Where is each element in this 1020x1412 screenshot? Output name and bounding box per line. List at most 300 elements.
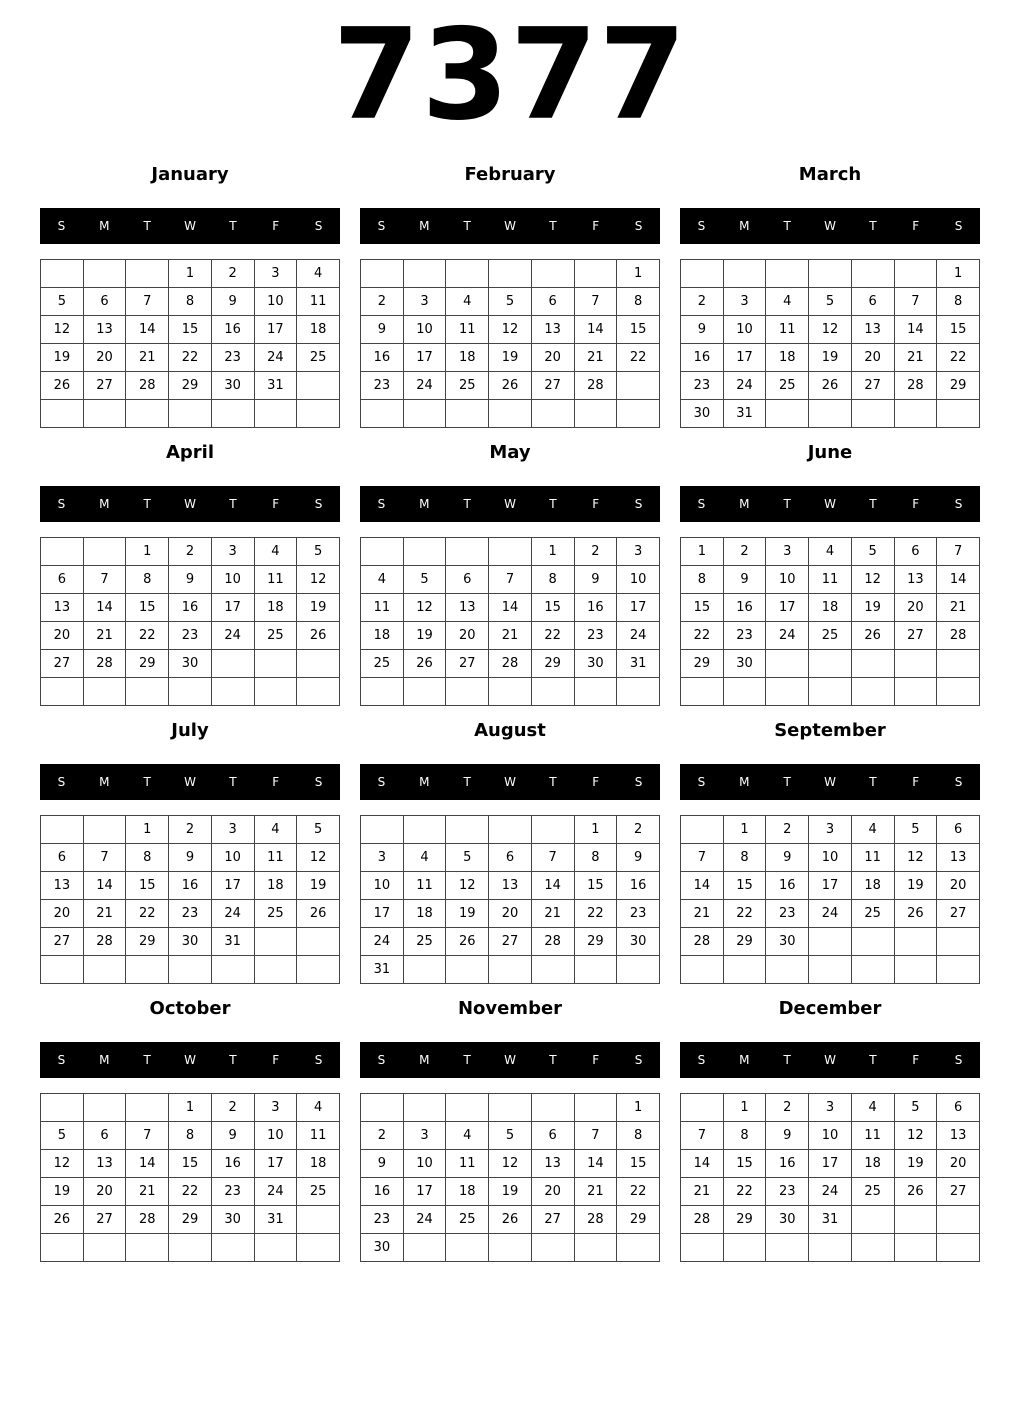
day-cell: 3 xyxy=(617,538,660,566)
day-cell: 2 xyxy=(211,1094,254,1122)
day-cell: 1 xyxy=(723,816,766,844)
day-cell: 8 xyxy=(169,288,212,316)
day-cell xyxy=(297,650,340,678)
day-cell: 19 xyxy=(489,344,532,372)
day-cell: 13 xyxy=(446,594,489,622)
day-cell xyxy=(617,400,660,428)
day-cell: 16 xyxy=(169,872,212,900)
week-row xyxy=(41,1150,340,1178)
day-cell: 4 xyxy=(851,1094,894,1122)
day-cell: 13 xyxy=(894,566,937,594)
day-cell: 29 xyxy=(723,928,766,956)
day-cell: 16 xyxy=(766,1150,809,1178)
day-cell: 24 xyxy=(211,622,254,650)
day-cell: 26 xyxy=(489,1206,532,1234)
day-cell: 18 xyxy=(254,594,297,622)
day-cell: 3 xyxy=(254,1094,297,1122)
day-cell: 18 xyxy=(254,872,297,900)
day-cell xyxy=(254,400,297,428)
day-cell xyxy=(851,400,894,428)
day-cell xyxy=(531,260,574,288)
week-row xyxy=(681,872,980,900)
day-cell: 22 xyxy=(723,1178,766,1206)
weekday-header: W xyxy=(184,497,196,511)
week-row xyxy=(41,594,340,622)
day-cell: 1 xyxy=(617,1094,660,1122)
day-cell: 15 xyxy=(723,872,766,900)
day-cell: 1 xyxy=(617,260,660,288)
week-row xyxy=(41,928,340,956)
day-cell: 2 xyxy=(766,1094,809,1122)
day-cell xyxy=(574,678,617,706)
day-cell xyxy=(41,400,84,428)
week-row xyxy=(361,316,660,344)
day-cell: 7 xyxy=(83,566,126,594)
day-cell xyxy=(489,678,532,706)
day-cell xyxy=(83,1094,126,1122)
day-cell: 16 xyxy=(617,872,660,900)
week-row xyxy=(41,344,340,372)
weekday-header: F xyxy=(272,497,280,511)
week-row xyxy=(41,956,340,984)
day-cell: 30 xyxy=(211,372,254,400)
day-cell: 10 xyxy=(403,1150,446,1178)
day-cell xyxy=(681,956,724,984)
day-cell: 27 xyxy=(937,900,980,928)
day-cell: 25 xyxy=(446,372,489,400)
week-row xyxy=(361,650,660,678)
day-cell xyxy=(446,956,489,984)
day-cell xyxy=(681,260,724,288)
day-cell: 25 xyxy=(403,928,446,956)
day-cell xyxy=(937,1234,980,1262)
day-cell xyxy=(489,816,532,844)
days-grid xyxy=(360,1093,660,1262)
day-cell: 22 xyxy=(723,900,766,928)
day-cell: 13 xyxy=(851,316,894,344)
weekday-header: S xyxy=(377,219,386,233)
day-cell: 11 xyxy=(446,1150,489,1178)
day-cell: 7 xyxy=(894,288,937,316)
day-cell: 6 xyxy=(41,566,84,594)
weekday-header-bar xyxy=(40,208,340,244)
weekday-header: S xyxy=(634,775,643,789)
week-row xyxy=(361,1094,660,1122)
day-cell: 12 xyxy=(489,1150,532,1178)
day-cell: 4 xyxy=(809,538,852,566)
week-row xyxy=(41,872,340,900)
week-row xyxy=(361,288,660,316)
days-grid xyxy=(680,537,980,706)
weekday-header-bar xyxy=(360,1042,660,1078)
day-cell: 2 xyxy=(681,288,724,316)
day-cell: 21 xyxy=(83,900,126,928)
day-cell: 20 xyxy=(489,900,532,928)
week-row xyxy=(361,900,660,928)
day-cell: 26 xyxy=(297,900,340,928)
day-cell xyxy=(723,260,766,288)
weekday-header: T xyxy=(869,219,877,233)
weekday-header: M xyxy=(739,1053,750,1067)
day-cell: 14 xyxy=(681,1150,724,1178)
day-cell: 4 xyxy=(297,260,340,288)
day-cell: 20 xyxy=(531,1178,574,1206)
day-cell: 21 xyxy=(937,594,980,622)
day-cell: 9 xyxy=(574,566,617,594)
day-cell: 29 xyxy=(169,1206,212,1234)
day-cell: 2 xyxy=(766,816,809,844)
weekday-header: F xyxy=(912,1053,920,1067)
day-cell: 1 xyxy=(937,260,980,288)
year-title: 7377 xyxy=(332,1,688,148)
week-row xyxy=(361,260,660,288)
day-cell: 10 xyxy=(254,288,297,316)
month-january xyxy=(40,163,340,433)
day-cell: 17 xyxy=(254,1150,297,1178)
day-cell xyxy=(681,1234,724,1262)
day-cell: 8 xyxy=(169,1122,212,1150)
day-cell: 3 xyxy=(361,844,404,872)
week-row xyxy=(681,1150,980,1178)
weekday-header: S xyxy=(697,219,706,233)
day-cell: 25 xyxy=(851,900,894,928)
weekday-header: W xyxy=(824,775,836,789)
day-cell: 20 xyxy=(446,622,489,650)
day-cell xyxy=(41,956,84,984)
day-cell: 5 xyxy=(297,538,340,566)
day-cell: 20 xyxy=(531,344,574,372)
weekday-header: T xyxy=(549,497,557,511)
weekday-header: M xyxy=(419,775,430,789)
day-cell: 16 xyxy=(723,594,766,622)
day-cell xyxy=(446,538,489,566)
day-cell xyxy=(254,956,297,984)
day-cell: 13 xyxy=(937,1122,980,1150)
day-cell xyxy=(211,400,254,428)
day-cell xyxy=(41,816,84,844)
month-september xyxy=(680,719,980,989)
day-cell: 15 xyxy=(169,316,212,344)
weekday-header: S xyxy=(314,775,323,789)
weekday-header: S xyxy=(314,219,323,233)
day-cell: 14 xyxy=(574,1150,617,1178)
day-cell: 22 xyxy=(937,344,980,372)
day-cell xyxy=(574,1234,617,1262)
weekday-header: M xyxy=(99,219,110,233)
day-cell: 9 xyxy=(617,844,660,872)
day-cell: 9 xyxy=(361,1150,404,1178)
day-cell: 12 xyxy=(297,566,340,594)
day-cell: 15 xyxy=(681,594,724,622)
day-cell: 18 xyxy=(766,344,809,372)
day-cell xyxy=(83,400,126,428)
day-cell: 5 xyxy=(894,1094,937,1122)
day-cell: 5 xyxy=(403,566,446,594)
day-cell: 14 xyxy=(531,872,574,900)
day-cell xyxy=(211,678,254,706)
weekday-header-bar xyxy=(680,1042,980,1078)
month-title: June xyxy=(807,442,853,463)
day-cell xyxy=(489,400,532,428)
week-row xyxy=(681,316,980,344)
day-cell: 25 xyxy=(297,344,340,372)
day-cell: 5 xyxy=(489,288,532,316)
days-grid xyxy=(680,1093,980,1262)
day-cell: 26 xyxy=(41,372,84,400)
day-cell: 10 xyxy=(617,566,660,594)
day-cell: 14 xyxy=(937,566,980,594)
day-cell: 8 xyxy=(126,844,169,872)
day-cell: 2 xyxy=(361,1122,404,1150)
day-cell: 19 xyxy=(403,622,446,650)
weekday-header: S xyxy=(57,775,66,789)
day-cell: 26 xyxy=(489,372,532,400)
weekday-header-bar xyxy=(680,486,980,522)
weekday-header: M xyxy=(99,775,110,789)
weekday-header: W xyxy=(824,219,836,233)
day-cell xyxy=(851,1206,894,1234)
week-row xyxy=(361,622,660,650)
day-cell: 28 xyxy=(681,1206,724,1234)
day-cell: 15 xyxy=(617,1150,660,1178)
week-row xyxy=(361,1178,660,1206)
day-cell: 3 xyxy=(254,260,297,288)
week-row xyxy=(681,400,980,428)
day-cell: 19 xyxy=(894,872,937,900)
weekday-header: F xyxy=(272,1053,280,1067)
day-cell: 20 xyxy=(937,872,980,900)
day-cell xyxy=(361,260,404,288)
day-cell: 30 xyxy=(766,928,809,956)
day-cell xyxy=(489,956,532,984)
week-row xyxy=(41,260,340,288)
day-cell: 29 xyxy=(126,928,169,956)
day-cell: 5 xyxy=(809,288,852,316)
day-cell: 6 xyxy=(41,844,84,872)
week-row xyxy=(681,816,980,844)
day-cell: 22 xyxy=(681,622,724,650)
day-cell: 10 xyxy=(403,316,446,344)
day-cell xyxy=(211,650,254,678)
month-august xyxy=(360,719,660,989)
day-cell: 3 xyxy=(809,1094,852,1122)
weekday-header: W xyxy=(504,219,516,233)
weekday-header: T xyxy=(783,775,791,789)
day-cell: 23 xyxy=(681,372,724,400)
day-cell xyxy=(41,1094,84,1122)
day-cell: 6 xyxy=(851,288,894,316)
weekday-header: M xyxy=(739,775,750,789)
week-row xyxy=(361,872,660,900)
week-row xyxy=(681,1234,980,1262)
day-cell: 26 xyxy=(297,622,340,650)
day-cell: 21 xyxy=(126,1178,169,1206)
day-cell: 27 xyxy=(83,1206,126,1234)
day-cell xyxy=(766,678,809,706)
weekday-header: T xyxy=(463,497,471,511)
week-row xyxy=(41,678,340,706)
weekday-header: T xyxy=(143,219,151,233)
day-cell: 19 xyxy=(41,344,84,372)
day-cell: 8 xyxy=(617,1122,660,1150)
weekday-header: F xyxy=(592,1053,600,1067)
day-cell xyxy=(851,1234,894,1262)
day-cell: 19 xyxy=(894,1150,937,1178)
day-cell: 16 xyxy=(361,344,404,372)
day-cell xyxy=(937,1206,980,1234)
day-cell: 15 xyxy=(126,594,169,622)
day-cell: 23 xyxy=(361,372,404,400)
day-cell xyxy=(41,260,84,288)
day-cell: 30 xyxy=(211,1206,254,1234)
day-cell: 21 xyxy=(681,1178,724,1206)
day-cell: 11 xyxy=(403,872,446,900)
day-cell: 8 xyxy=(531,566,574,594)
day-cell: 22 xyxy=(169,344,212,372)
weekday-header-bar xyxy=(360,764,660,800)
weekday-header: F xyxy=(912,497,920,511)
day-cell xyxy=(531,400,574,428)
day-cell: 9 xyxy=(723,566,766,594)
day-cell: 16 xyxy=(169,594,212,622)
day-cell: 25 xyxy=(446,1206,489,1234)
day-cell: 11 xyxy=(297,1122,340,1150)
day-cell xyxy=(851,678,894,706)
day-cell: 24 xyxy=(809,1178,852,1206)
day-cell: 27 xyxy=(489,928,532,956)
day-cell xyxy=(574,400,617,428)
day-cell: 17 xyxy=(361,900,404,928)
day-cell: 21 xyxy=(531,900,574,928)
day-cell: 22 xyxy=(617,344,660,372)
day-cell: 3 xyxy=(809,816,852,844)
day-cell xyxy=(937,928,980,956)
day-cell: 23 xyxy=(211,344,254,372)
day-cell: 25 xyxy=(809,622,852,650)
week-row xyxy=(681,1122,980,1150)
month-october xyxy=(40,997,340,1267)
day-cell: 12 xyxy=(446,872,489,900)
week-row xyxy=(41,288,340,316)
day-cell: 29 xyxy=(681,650,724,678)
weekday-header: S xyxy=(634,497,643,511)
weekday-header: S xyxy=(697,1053,706,1067)
day-cell: 17 xyxy=(723,344,766,372)
day-cell xyxy=(851,956,894,984)
days-grid xyxy=(360,259,660,428)
day-cell: 12 xyxy=(297,844,340,872)
day-cell: 31 xyxy=(254,1206,297,1234)
day-cell: 16 xyxy=(766,872,809,900)
day-cell: 3 xyxy=(723,288,766,316)
weekday-header: F xyxy=(912,219,920,233)
day-cell: 1 xyxy=(126,816,169,844)
day-cell xyxy=(531,1094,574,1122)
day-cell: 26 xyxy=(894,1178,937,1206)
day-cell xyxy=(809,400,852,428)
weekday-header: W xyxy=(184,775,196,789)
weekday-header: T xyxy=(463,219,471,233)
day-cell xyxy=(894,678,937,706)
day-cell: 5 xyxy=(41,1122,84,1150)
day-cell: 23 xyxy=(723,622,766,650)
day-cell: 4 xyxy=(446,1122,489,1150)
day-cell: 21 xyxy=(489,622,532,650)
day-cell: 3 xyxy=(403,1122,446,1150)
day-cell: 13 xyxy=(531,316,574,344)
day-cell: 13 xyxy=(83,316,126,344)
day-cell: 12 xyxy=(41,1150,84,1178)
day-cell: 11 xyxy=(851,1122,894,1150)
day-cell: 29 xyxy=(126,650,169,678)
month-december xyxy=(680,997,980,1267)
weekday-header: S xyxy=(954,219,963,233)
week-row xyxy=(681,260,980,288)
day-cell: 1 xyxy=(681,538,724,566)
day-cell: 10 xyxy=(211,844,254,872)
weekday-header-bar xyxy=(40,486,340,522)
day-cell: 23 xyxy=(169,900,212,928)
weekday-header: F xyxy=(272,219,280,233)
day-cell xyxy=(361,538,404,566)
day-cell: 30 xyxy=(169,928,212,956)
day-cell: 27 xyxy=(83,372,126,400)
day-cell: 14 xyxy=(894,316,937,344)
day-cell: 30 xyxy=(617,928,660,956)
weekday-header: W xyxy=(824,497,836,511)
day-cell: 21 xyxy=(126,344,169,372)
day-cell xyxy=(211,956,254,984)
month-july xyxy=(40,719,340,989)
day-cell: 16 xyxy=(681,344,724,372)
day-cell: 14 xyxy=(489,594,532,622)
day-cell: 28 xyxy=(937,622,980,650)
week-row xyxy=(681,900,980,928)
week-row xyxy=(361,1122,660,1150)
day-cell: 7 xyxy=(489,566,532,594)
weekday-header: T xyxy=(869,497,877,511)
day-cell: 4 xyxy=(403,844,446,872)
day-cell: 18 xyxy=(297,316,340,344)
day-cell xyxy=(403,678,446,706)
week-row xyxy=(361,538,660,566)
weekday-header: T xyxy=(229,1053,237,1067)
day-cell xyxy=(851,260,894,288)
day-cell: 15 xyxy=(617,316,660,344)
day-cell xyxy=(169,400,212,428)
day-cell: 4 xyxy=(254,538,297,566)
weekday-header: T xyxy=(783,1053,791,1067)
day-cell: 20 xyxy=(83,344,126,372)
day-cell: 7 xyxy=(574,1122,617,1150)
day-cell: 31 xyxy=(809,1206,852,1234)
week-row xyxy=(361,400,660,428)
day-cell: 1 xyxy=(169,260,212,288)
day-cell: 2 xyxy=(574,538,617,566)
day-cell: 27 xyxy=(41,928,84,956)
day-cell xyxy=(403,260,446,288)
weekday-header: M xyxy=(99,1053,110,1067)
day-cell: 11 xyxy=(851,844,894,872)
day-cell: 26 xyxy=(894,900,937,928)
day-cell xyxy=(446,260,489,288)
day-cell: 8 xyxy=(937,288,980,316)
month-title: September xyxy=(774,720,886,741)
weekday-header: S xyxy=(377,775,386,789)
day-cell xyxy=(297,400,340,428)
day-cell: 19 xyxy=(489,1178,532,1206)
day-cell xyxy=(574,956,617,984)
